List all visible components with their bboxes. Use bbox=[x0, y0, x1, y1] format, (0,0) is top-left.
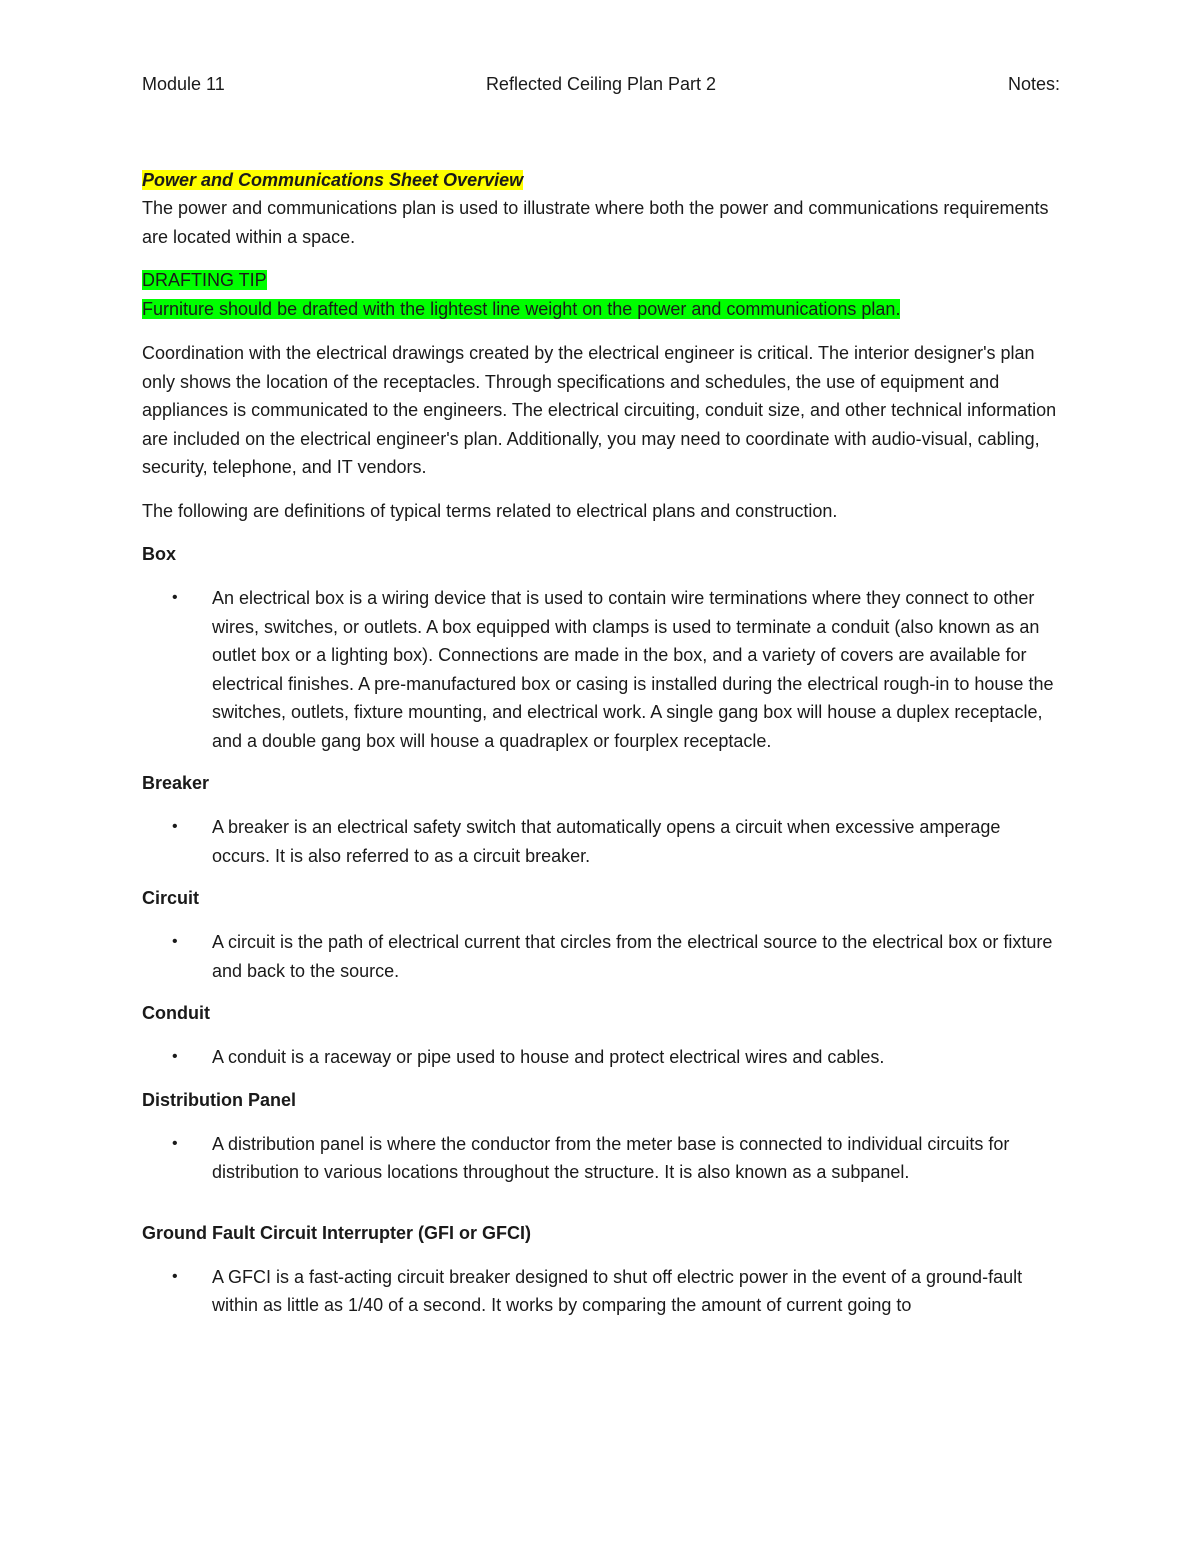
list-item bbox=[142, 813, 1062, 870]
bullet-icon: • bbox=[172, 1267, 178, 1285]
bullet-icon: • bbox=[172, 589, 178, 606]
term-heading-circuit: Circuit bbox=[142, 888, 200, 908]
page-header bbox=[142, 74, 1060, 98]
document-body bbox=[142, 166, 1062, 1334]
header-title: Reflected Ceiling Plan Part 2 bbox=[485, 74, 717, 94]
section-title bbox=[142, 166, 1062, 194]
intro-paragraph: The power and communications plan is used to illustrate where both the power and communications requirements are located within a space. bbox=[142, 198, 1049, 247]
definitions-intro: The following are definitions of typical terms related to electrical plans and construction. bbox=[142, 500, 838, 521]
header-notes: Notes: bbox=[1007, 74, 1060, 94]
definition-text: A conduit is a raceway or pipe used to house and protect electrical wires and cables. bbox=[212, 1047, 885, 1067]
list-item bbox=[142, 1263, 1062, 1320]
definition-text: A circuit is the path of electrical current that circles from the electrical source to the electrical box or fixture and back to the source. bbox=[212, 932, 1053, 981]
list-item bbox=[142, 928, 1062, 985]
list-item bbox=[142, 1043, 1062, 1072]
definition-list-conduit bbox=[142, 1043, 1062, 1072]
term-heading-gfci: Ground Fault Circuit Interrupter (GFI or GFCI) bbox=[142, 1222, 531, 1243]
definition-text: A distribution panel is where the conductor from the meter base is connected to individual circuits for distribution to various locations throughout the structure. It is also known as a subpanel. bbox=[212, 1133, 1010, 1182]
term-heading-breaker: Breaker bbox=[142, 773, 210, 793]
list-item bbox=[142, 584, 1062, 755]
list-item bbox=[142, 1130, 1062, 1187]
drafting-tip-label: DRAFTING TIP bbox=[142, 270, 267, 290]
drafting-tip-text: Furniture should be drafted with the lightest line weight on the power and communications plan. bbox=[142, 298, 901, 319]
definition-list-box bbox=[142, 584, 1062, 755]
term-heading-conduit: Conduit bbox=[142, 1003, 210, 1023]
definition-list-circuit bbox=[142, 928, 1062, 985]
bullet-icon: • bbox=[172, 1134, 178, 1152]
definition-list-distribution-panel bbox=[142, 1130, 1062, 1187]
definition-text: An electrical box is a wiring device that is used to contain wire terminations where they connect to other wires, switches, or outlets. A box equipped with clamps is used to terminate a conduit (also known as an outlet box or a lighting box). Connections are made in the box, and a variety of covers are available for electrical finishes. A pre-manufactured box or casing is installed during the electrical rough-in to house the switches, outlets, fixture mounting, and electrical work. A single gang box will house a duplex receptacle, and a double gang box will house a quadraplex or fourplex receptacle. bbox=[212, 588, 1054, 751]
bullet-icon: • bbox=[172, 933, 178, 950]
coordination-paragraph: Coordination with the electrical drawings created by the electrical engineer is critical. The interior designer's plan only shows the location of the receptacles. Through specifications and schedules, the use of equipment and appliances is communicated to the engineers. The electrical circuiting, conduit size, and other technical information are included on the electrical engineer's plan. Additionally, you may need to coordinate with audio-visual, cabling, security, telephone, and IT vendors. bbox=[142, 343, 1057, 477]
definition-text: A breaker is an electrical safety switch that automatically opens a circuit when excessive amperage occurs. It is also referred to as a circuit breaker. bbox=[212, 817, 1001, 866]
term-heading-distribution-panel: Distribution Panel bbox=[142, 1089, 297, 1110]
bullet-icon: • bbox=[172, 1048, 178, 1065]
header-module: Module 11 bbox=[142, 74, 225, 94]
section-title-text: Power and Communications Sheet Overview bbox=[142, 170, 524, 190]
bullet-icon: • bbox=[172, 818, 178, 835]
drafting-tip bbox=[142, 266, 1062, 323]
definition-list-breaker bbox=[142, 813, 1062, 870]
definition-text: A GFCI is a fast-acting circuit breaker designed to shut off electric power in the event of a ground-fault within as little as 1/40 of a second. It works by comparing the amount of current going to bbox=[212, 1266, 1023, 1315]
definition-list-gfci bbox=[142, 1263, 1062, 1320]
term-heading-box: Box bbox=[142, 544, 177, 564]
